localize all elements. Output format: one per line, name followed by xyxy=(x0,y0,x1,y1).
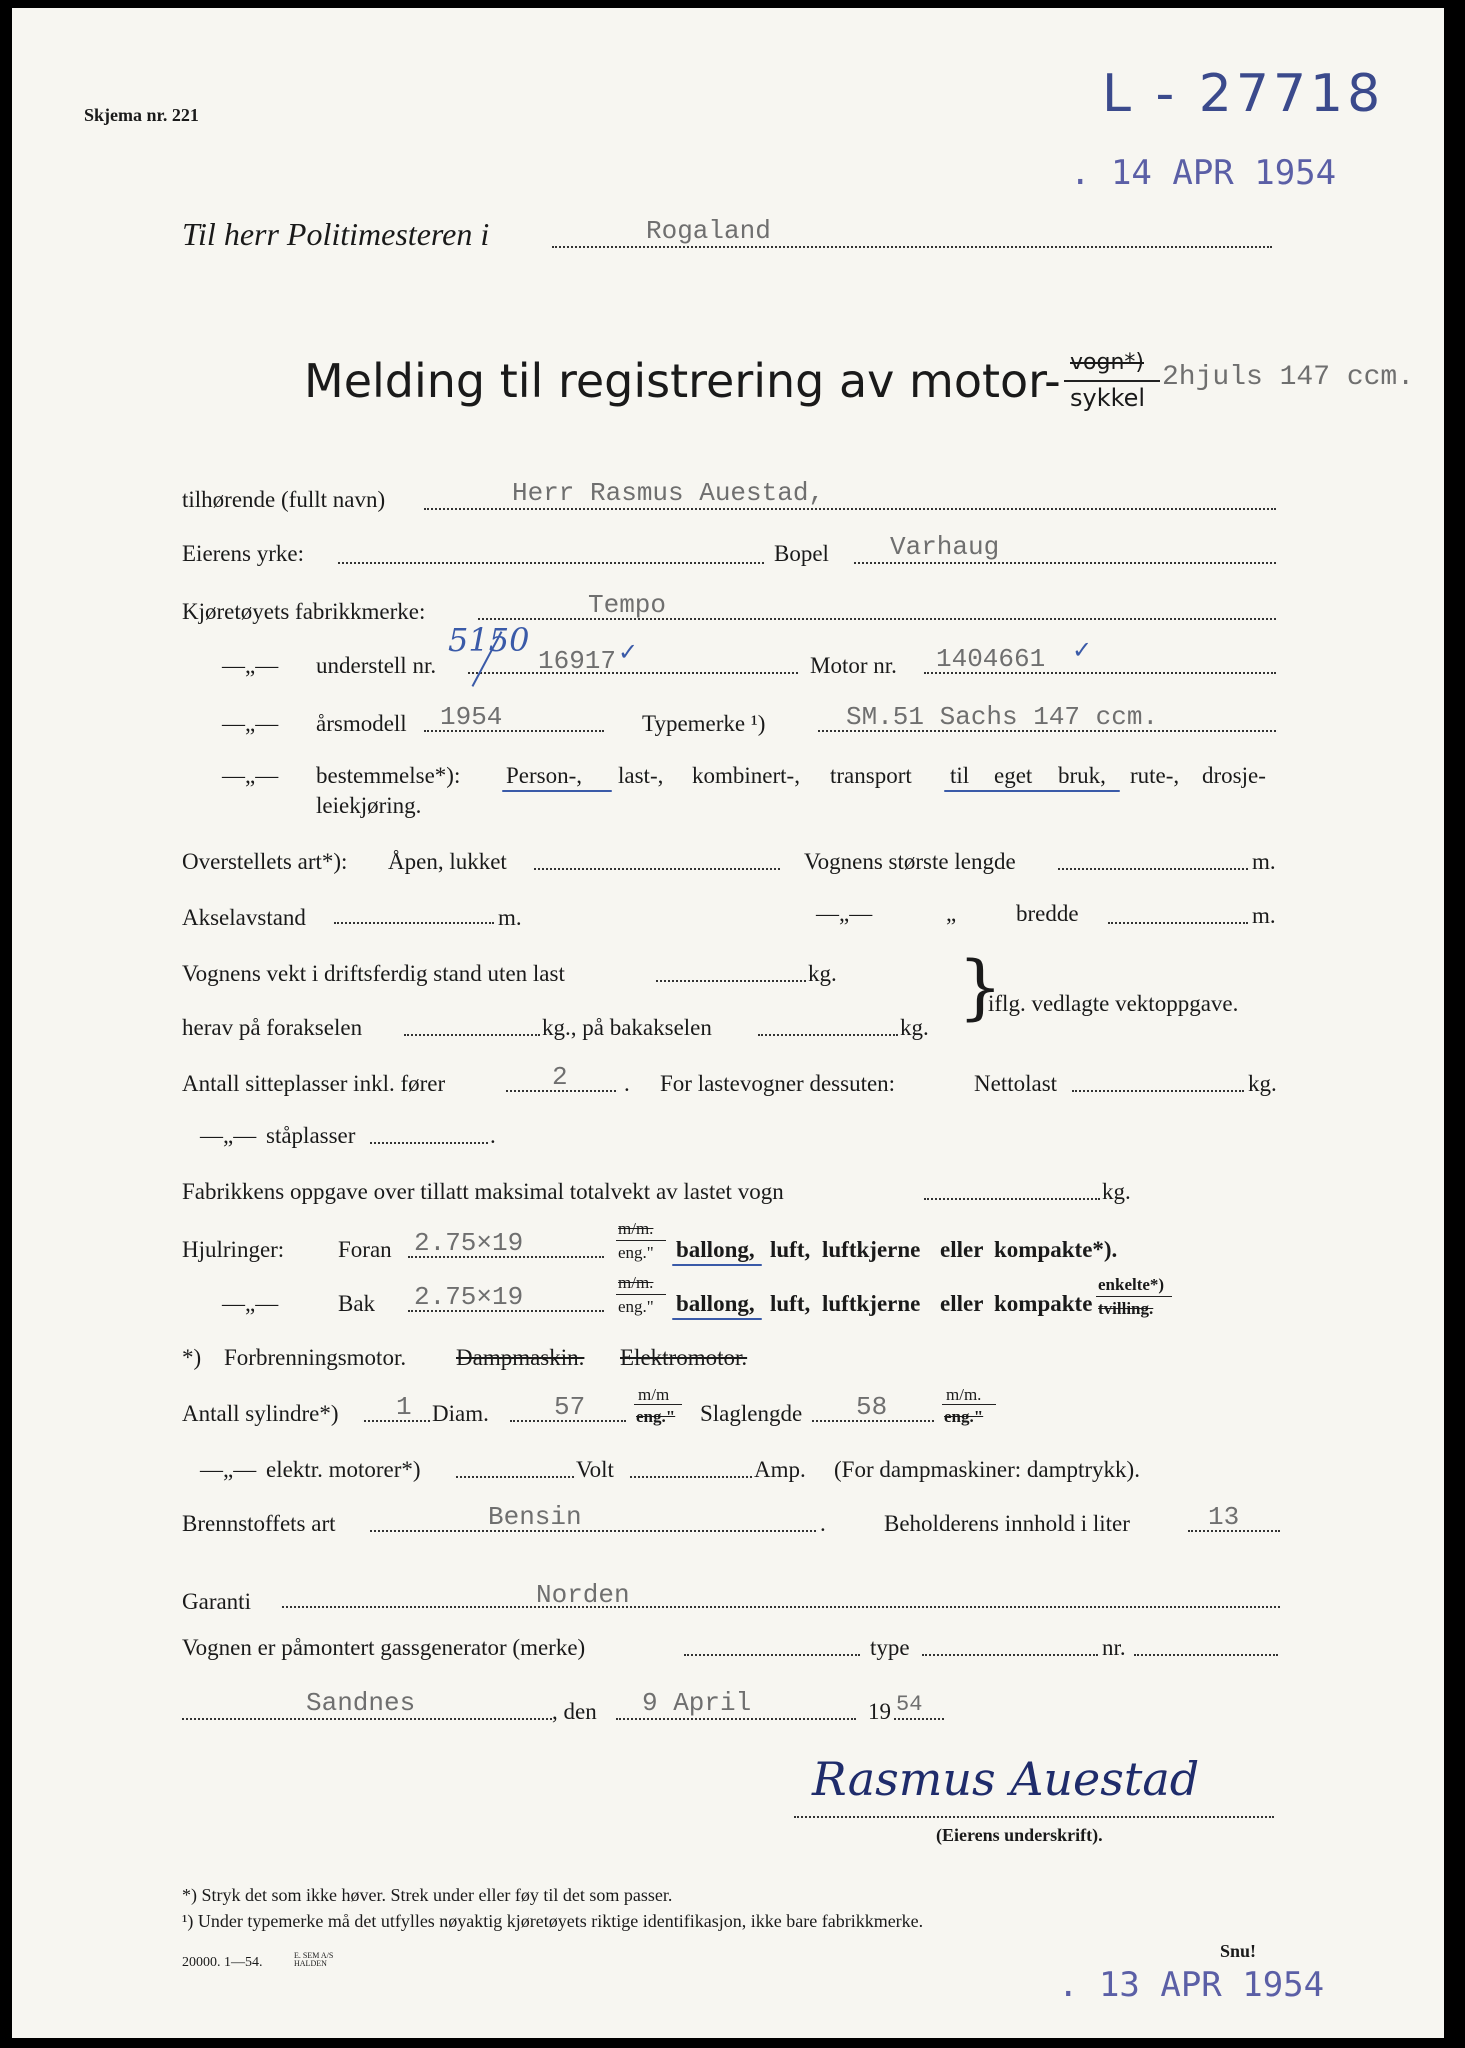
tires-rear-ballong: ballong, xyxy=(676,1291,755,1316)
front-axle-line xyxy=(404,1034,540,1036)
stroke-frac-top: m/m. xyxy=(946,1385,982,1404)
title-typed: 2hjuls 147 ccm. xyxy=(1162,362,1415,393)
gasgen-line xyxy=(684,1654,860,1656)
date-den: , den xyxy=(552,1699,597,1724)
underline-person xyxy=(502,790,612,792)
gasgen-type: type xyxy=(870,1635,910,1660)
form-title: Melding til registrering av motor- xyxy=(304,354,1061,408)
year-prefix: 19 xyxy=(868,1699,891,1724)
printer-info: 20000. 1—54. xyxy=(182,1955,263,1970)
tires-label: Hjulringer: xyxy=(182,1237,285,1262)
signature-line xyxy=(794,1816,1274,1818)
fuel-line xyxy=(370,1530,816,1532)
ditto-chassis: —„— xyxy=(222,653,279,678)
purpose-last: last-, xyxy=(618,763,664,788)
tires-rear-eng: eng." xyxy=(618,1297,654,1316)
occupation-label: Eierens yrke: xyxy=(182,541,304,566)
chassis-value: 16917 xyxy=(538,646,617,676)
addressee-line xyxy=(552,246,1272,248)
electric-line xyxy=(456,1476,574,1478)
received-stamp-top: . 14 APR 1954 xyxy=(1070,153,1337,193)
max-weight-line xyxy=(924,1198,1100,1200)
ditto-rear: —„— xyxy=(222,1291,279,1316)
engine-steam: Dampmaskin. xyxy=(456,1345,585,1370)
model-year-label: årsmodell xyxy=(316,711,407,736)
owner-value: Herr Rasmus Auestad, xyxy=(512,478,825,508)
rear-axle-line xyxy=(758,1034,898,1036)
tires-front-eng: eng." xyxy=(618,1243,654,1262)
make-value: Tempo xyxy=(588,590,667,620)
tires-rear-luftkjerne: luftkjerne xyxy=(822,1291,921,1316)
residence-line xyxy=(854,562,1276,564)
file-number: L - 27718 xyxy=(1102,64,1385,124)
motor-label: Motor nr. xyxy=(810,653,897,678)
body-options: Åpen, lukket xyxy=(388,849,507,874)
footnote-2: ¹) Under typemerke må det utfylles nøyaktig kjøretøyets riktige identifikasjon, ikke bare fabrikkmerke. xyxy=(182,1911,924,1931)
volt-line xyxy=(630,1476,752,1478)
purpose-bruk: bruk, xyxy=(1058,763,1106,788)
tires-rear-twin: tvilling. xyxy=(1098,1299,1154,1318)
owner-label: tilhørende (fullt navn) xyxy=(182,487,386,512)
tires-front-value: 2.75×19 xyxy=(414,1228,524,1258)
tires-rear-eller: eller xyxy=(940,1291,984,1316)
tires-front-pos: Foran xyxy=(338,1237,392,1262)
standing-line xyxy=(370,1142,488,1144)
warranty-value: Norden xyxy=(536,1580,630,1610)
cylinders-label: Antall sylindre*) xyxy=(182,1401,339,1426)
purpose-transport: transport xyxy=(830,763,912,788)
form-sheet: Skjema nr. 221 L - 27718 . 14 APR 1954 Til herr Politimesteren i Rogaland Melding til registrering av motor- vogn*) sykkel 2hjuls 147 ccm. tilhørende (fullt navn) Herr Rasmus Auestad, Eierens yrke: Bopel Varhaug Kjøretøyets fabrikkmerke: Tempo —„— understell nr. 5150 16917 ✓ Motor nr. 1404661 ✓ —„— årsmodell 1954 Typemerke ¹) SM.51 Sachs 147 ccm. —„— bestemmelse*): Person-, last-, kombinert-, transport til eget bruk, rute-, drosje- leiekjøring. Overstellets art*): Åpen, lukket Vognens største lengde m. Akselavstand m. —„— „ bredde m. Vognens vekt i driftsferdig stand uten last kg. herav på forakselen kg., på bakakselen kg. } iflg. vedlagte vektoppgave. Antall sitteplasser inkl. fører 2 . For lastevogner dessuten: Nettolast kg. —„— ståplasser . Fabrikkens oppgave over tillatt maksimal totalvekt av lastet vogn kg. Hjulringer: Foran 2.75×19 m/m. eng." ballong, luft, luftkjerne eller kompakte*). —„— Bak 2.75×19 m/m. eng." ballong, luft, luftkjerne eller kompakte enkelte*) tvilling. *) Forbrenningsmotor. Dampmaskin. Elektromotor. Antall sylindre*) 1 Diam. 57 m/m eng." Slaglengde 58 m/m. eng." —„— elektr. motorer*) Volt Amp. (For dampmaskiner: damptrykk). Brennstoffets art Bensin . Beholderens innhold i liter 13 Garanti Norden Vognen er påmontert gassgenerator (merke) type nr. Sandnes , den 9 April 19 54 Rasmus Auestad (Eierens underskrift). *) Stryk det som ikke høver. Strek under eller føy til det som passer. ¹) Under typemerke må det utfylles nøyaktig kjøretøyets riktige identifikasjon, ikke bare fabrikkmerke. Snu! 20000. 1—54. E. SEM A/S HALDEN . 13 APR 1954 xyxy=(12,8,1444,2038)
place-line xyxy=(182,1718,552,1720)
ditto-purpose: —„— xyxy=(222,763,279,788)
rear-axle-label: kg., på bakakselen xyxy=(542,1015,712,1040)
max-weight-label: Fabrikkens oppgave over tillatt maksimal totalvekt av lastet vogn xyxy=(182,1179,784,1204)
title-sykkel: sykkel xyxy=(1070,384,1146,412)
length-line xyxy=(1058,868,1248,870)
printer-name: E. SEM A/S HALDEN xyxy=(294,1951,334,1968)
weight-note: iflg. vedlagte vektoppgave. xyxy=(988,991,1239,1016)
cylinders-value: 1 xyxy=(396,1392,412,1422)
date-line xyxy=(616,1718,856,1720)
purpose-kombinert: kombinert-, xyxy=(692,763,800,788)
place-value: Sandnes xyxy=(306,1688,416,1718)
seats-value: 2 xyxy=(552,1062,568,1092)
tank-value: 13 xyxy=(1208,1502,1240,1532)
tires-rear-kompakte: kompakte xyxy=(994,1291,1093,1316)
purpose-til: til xyxy=(950,763,970,788)
stroke-label: Slaglengde xyxy=(700,1401,803,1426)
standing-label: ståplasser xyxy=(266,1123,356,1148)
underline-eget-bruk xyxy=(944,790,1120,792)
tires-rear-pos: Bak xyxy=(338,1291,376,1316)
ditto-electric: —„— xyxy=(200,1457,257,1482)
purpose-person: Person-, xyxy=(506,763,583,788)
stroke-value: 58 xyxy=(856,1392,888,1422)
purpose-label: bestemmelse*): xyxy=(316,763,461,788)
chassis-handwritten: 5150 xyxy=(448,621,530,659)
axle-line xyxy=(334,922,494,924)
fuel-value: Bensin xyxy=(488,1502,582,1532)
tires-front-luft: luft, xyxy=(770,1237,811,1262)
diam-frac-bottom: eng." xyxy=(636,1407,676,1426)
net-load-label: Nettolast xyxy=(974,1071,1058,1096)
year-line xyxy=(894,1718,944,1720)
rear-axle-unit: kg. xyxy=(900,1015,929,1040)
ditto-quote: „ xyxy=(946,901,957,926)
gasgen-label: Vognen er påmontert gassgenerator (merke) xyxy=(182,1635,586,1660)
length-label: Vognens største lengde xyxy=(804,849,1016,874)
electric-label: elektr. motorer*) xyxy=(266,1457,421,1482)
tires-front-kompakte: kompakte*). xyxy=(994,1237,1118,1262)
tires-rear-value: 2.75×19 xyxy=(414,1282,524,1312)
motor-value: 1404661 xyxy=(936,644,1046,674)
year-value: 54 xyxy=(896,1692,923,1717)
cargo-label: For lastevogner dessuten: xyxy=(660,1071,896,1096)
tires-rear-single: enkelte*) xyxy=(1098,1275,1165,1294)
warranty-label: Garanti xyxy=(182,1589,251,1614)
max-weight-unit: kg. xyxy=(1102,1179,1131,1204)
gasgen-type-line xyxy=(922,1654,1098,1656)
fuel-label: Brennstoffets art xyxy=(182,1511,336,1536)
diam-frac-top: m/m xyxy=(638,1385,670,1404)
length-unit: m. xyxy=(1252,849,1276,874)
width-unit: m. xyxy=(1252,903,1276,928)
footnote-1: *) Stryk det som ikke høver. Strek under eller føy til det som passer. xyxy=(182,1885,673,1905)
form-number: Skjema nr. 221 xyxy=(84,105,199,125)
weight-label: Vognens vekt i driftsferdig stand uten last xyxy=(182,961,565,986)
tires-front-luftkjerne: luftkjerne xyxy=(822,1237,921,1262)
residence-value: Varhaug xyxy=(890,532,1000,562)
gasgen-nr-line xyxy=(1134,1654,1278,1656)
purpose-line2: leiekjøring. xyxy=(316,793,422,818)
underline-ballong-front xyxy=(672,1264,762,1266)
steam-pressure-note: (For dampmaskiner: damptrykk). xyxy=(834,1457,1140,1482)
received-stamp-bottom: . 13 APR 1954 xyxy=(1058,1965,1325,2005)
type-mark-value: SM.51 Sachs 147 ccm. xyxy=(846,702,1159,732)
tires-front-eller: eller xyxy=(940,1237,984,1262)
model-year-value: 1954 xyxy=(440,702,503,732)
weight-line xyxy=(656,980,806,982)
chassis-label: understell nr. xyxy=(316,653,437,678)
purpose-rute: rute-, xyxy=(1130,763,1180,788)
tires-rear-mm: m/m. xyxy=(618,1273,654,1292)
tank-label: Beholderens innhold i liter xyxy=(884,1511,1130,1536)
addressee-label: Til herr Politimesteren i xyxy=(182,216,490,252)
engine-electric: Elektromotor. xyxy=(620,1345,748,1370)
occupation-line xyxy=(338,562,764,564)
date-value: 9 April xyxy=(642,1688,752,1718)
net-load-unit: kg. xyxy=(1248,1071,1277,1096)
net-load-line xyxy=(1072,1090,1244,1092)
weight-unit: kg. xyxy=(808,961,837,986)
width-label: bredde xyxy=(1016,901,1079,926)
underline-ballong-rear xyxy=(672,1318,762,1320)
chassis-line xyxy=(468,672,798,674)
ditto-width: —„— xyxy=(816,901,873,926)
title-frac-bar xyxy=(1064,380,1160,382)
check-mark-icon: ✓ xyxy=(1072,636,1093,664)
width-line xyxy=(1108,922,1248,924)
type-mark-label: Typemerke ¹) xyxy=(642,711,766,736)
seats-label: Antall sitteplasser inkl. fører xyxy=(182,1071,446,1096)
turn-over: Snu! xyxy=(1220,1941,1257,1961)
warranty-line xyxy=(282,1606,1280,1608)
make-label: Kjøretøyets fabrikkmerke: xyxy=(182,599,426,624)
ditto-year: —„— xyxy=(222,711,279,736)
title-vogn: vogn*) xyxy=(1070,350,1144,375)
tires-front-ballong: ballong, xyxy=(676,1237,755,1262)
brace: } xyxy=(958,946,1003,1028)
volt-label: Volt xyxy=(576,1457,614,1482)
diam-label: Diam. xyxy=(432,1401,489,1426)
axle-unit: m. xyxy=(498,905,522,930)
diam-value: 57 xyxy=(554,1392,586,1422)
engine-combustion: Forbrenningsmotor. xyxy=(224,1345,407,1370)
check-mark-icon: ✓ xyxy=(618,638,639,666)
ditto-standing: —„— xyxy=(200,1123,257,1148)
owner-line xyxy=(424,508,1276,510)
tires-rear-luft: luft, xyxy=(770,1291,811,1316)
purpose-drosje: drosje- xyxy=(1202,763,1266,788)
addressee-value: Rogaland xyxy=(646,216,771,246)
purpose-eget: eget xyxy=(994,763,1033,788)
axle-label: Akselavstand xyxy=(182,905,306,930)
gasgen-nr: nr. xyxy=(1102,1635,1126,1660)
signature-caption: (Eierens underskrift). xyxy=(936,1825,1103,1845)
amp-label: Amp. xyxy=(754,1457,806,1482)
body-line xyxy=(534,868,780,870)
stroke-frac-bottom: eng." xyxy=(944,1407,984,1426)
body-label: Overstellets art*): xyxy=(182,849,348,874)
front-axle-label: herav på forakselen xyxy=(182,1015,363,1040)
owner-signature: Rasmus Auestad xyxy=(812,1752,1200,1806)
residence-label: Bopel xyxy=(774,541,829,566)
engine-star: *) xyxy=(182,1345,202,1370)
tires-front-mm: m/m. xyxy=(618,1219,654,1238)
